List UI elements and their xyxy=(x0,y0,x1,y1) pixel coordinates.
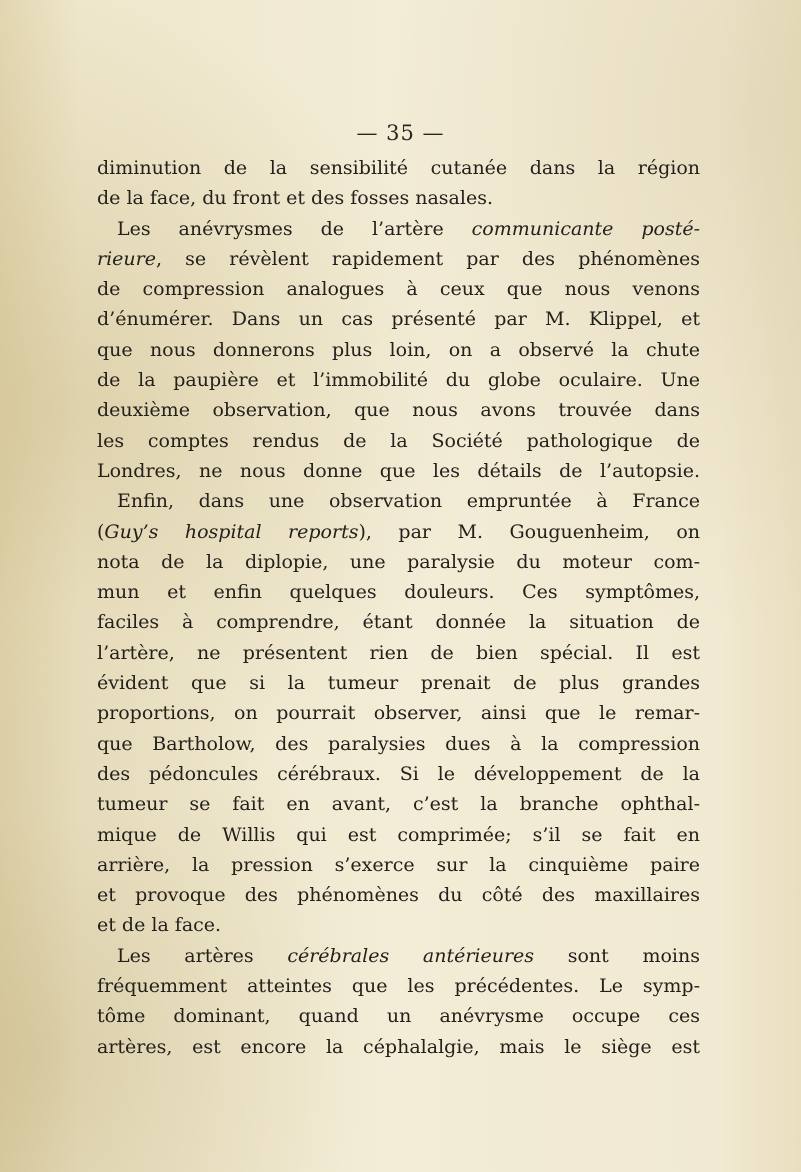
text-line: mique de Willis qui est comprimée; s’il se fait en xyxy=(97,823,700,846)
text-line: et de la face. xyxy=(97,914,222,937)
text-line: tôme dominant, quand un anévrysme occupe ces xyxy=(97,1005,700,1028)
text-run: ), par M. Gouguenheim, on xyxy=(358,520,701,543)
text-line: nota de la diplopie, une paralysie du moteur com- xyxy=(97,550,700,573)
text-run: Les anévrysmes de l’artère xyxy=(117,217,472,240)
text-line: tumeur se fait en avant, c’est la branche ophthal- xyxy=(97,793,700,816)
body-text xyxy=(97,153,700,1062)
text-line: d’énumérer. Dans un cas présenté par M. Klippel, et xyxy=(97,308,700,331)
text-line: de la paupière et l’immobilité du globe oculaire. Une xyxy=(97,369,700,392)
text-line: Enfin, dans une observation empruntée à France xyxy=(117,490,700,513)
text-line: de compression analogues à ceux que nous venons xyxy=(97,278,700,301)
text-line: les comptes rendus de la Société pathologique de xyxy=(97,429,700,452)
text-line: que nous donnerons plus loin, on a observé la chute xyxy=(97,338,700,361)
text-line xyxy=(97,941,700,971)
italic-text-run: rieure xyxy=(97,247,156,270)
text-line: des pédoncules cérébraux. Si le développement de la xyxy=(97,762,700,785)
text-line: arrière, la pression s’exerce sur la cinquième paire xyxy=(97,853,700,876)
text-line: évident que si la tumeur prenait de plus grandes xyxy=(97,672,700,695)
page-number: — 35 — xyxy=(356,121,445,145)
italic-text-run: cérébrales antérieures xyxy=(287,944,535,967)
text-run: Les artères xyxy=(117,944,288,967)
text-line: diminution de la sensibilité cutanée dans la région xyxy=(97,157,700,179)
text-line: l’artère, ne présentent rien de bien spécial. Il est xyxy=(97,641,700,664)
text-run: ( xyxy=(97,520,105,543)
italic-text-run: communicante posté- xyxy=(471,217,700,240)
text-line: et provoque des phénomènes du côté des maxillaires xyxy=(97,884,700,907)
text-line xyxy=(97,517,700,547)
text-line: que Bartholow, des paralysies dues à la compression xyxy=(97,732,700,755)
text-line xyxy=(97,244,700,274)
text-line: mun et enfin quelques douleurs. Ces symptômes, xyxy=(97,581,700,604)
text-line: fréquemment atteintes que les précédentes. Le symp- xyxy=(97,975,700,998)
text-line: artères, est encore la céphalalgie, mais le siège est xyxy=(97,1035,700,1058)
italic-text-run: Guy’s hospital reports xyxy=(104,520,359,543)
text-line: de la face, du front et des fosses nasales. xyxy=(97,187,493,210)
text-run: sont moins xyxy=(534,944,700,967)
text-line: proportions, on pourrait observer, ainsi que le remar- xyxy=(97,702,700,725)
text-run: , se révèlent rapidement par des phénomènes xyxy=(155,247,700,270)
text-line: Londres, ne nous donne que les détails de l’autopsie. xyxy=(97,459,700,482)
text-line: faciles à comprendre, étant donnée la situation de xyxy=(97,611,700,634)
text-line: deuxième observation, que nous avons trouvée dans xyxy=(97,399,700,422)
text-line xyxy=(97,214,700,244)
